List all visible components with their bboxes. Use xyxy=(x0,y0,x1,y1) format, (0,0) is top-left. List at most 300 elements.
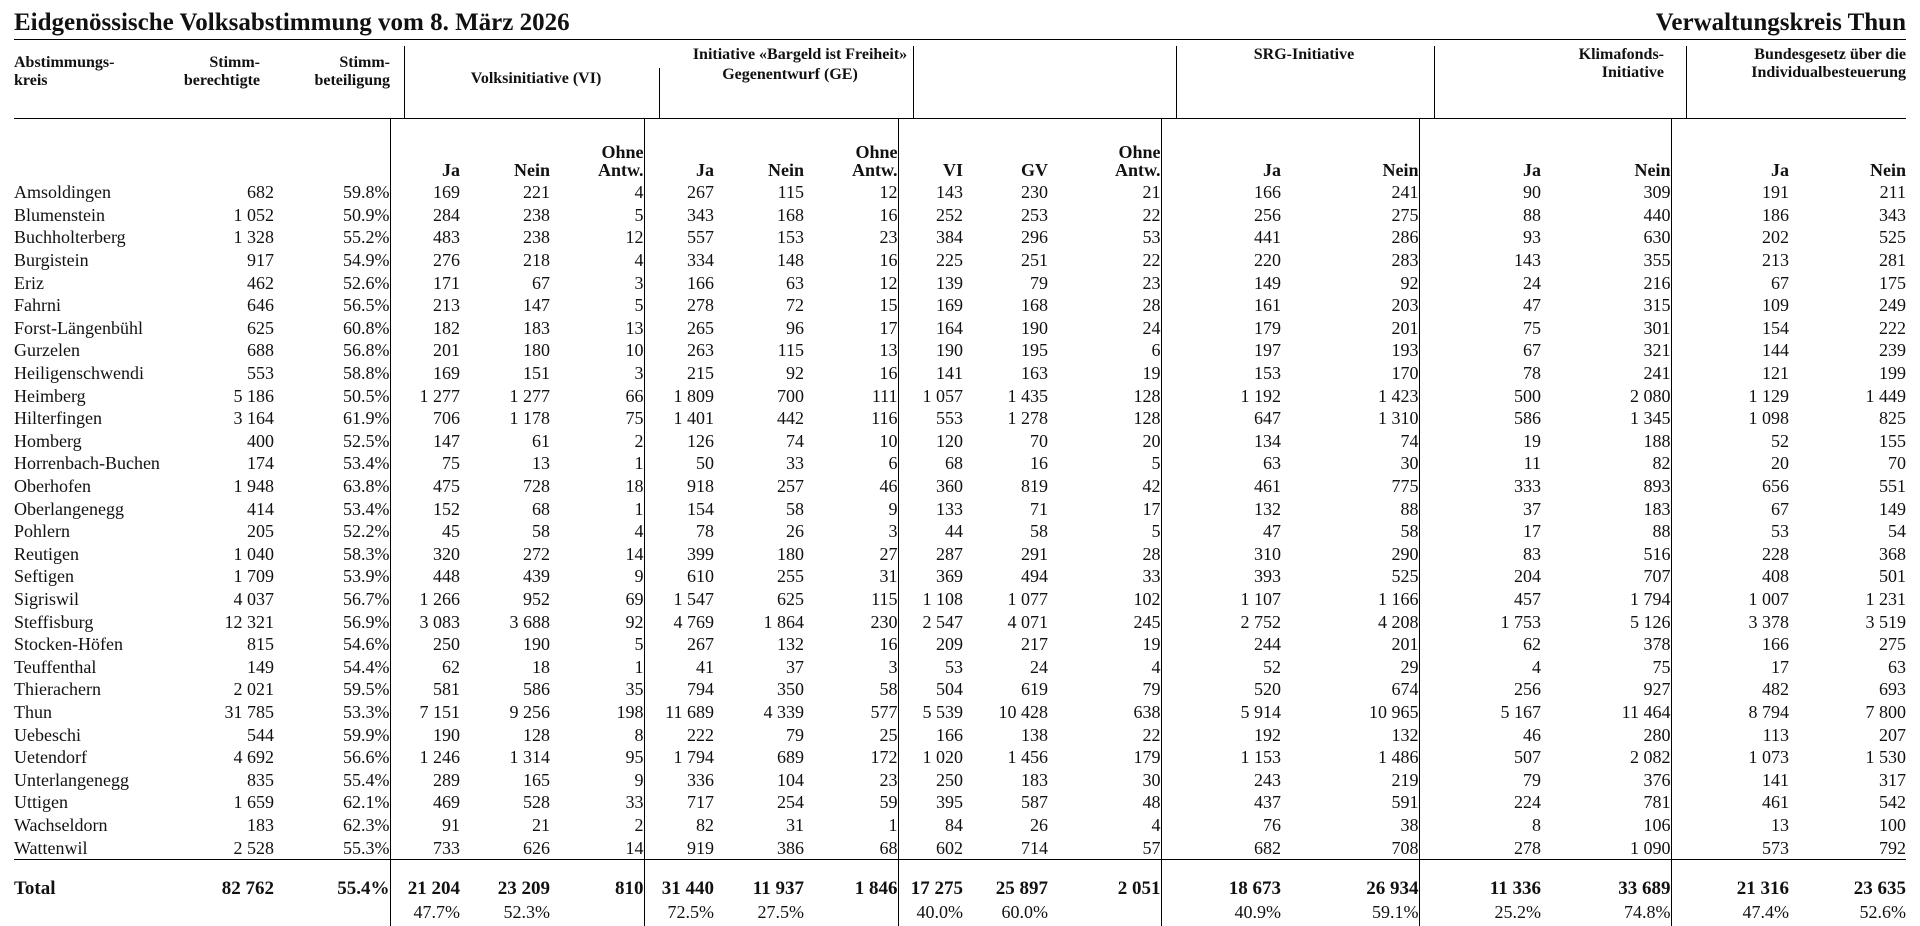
table-cell: 625 xyxy=(777,588,804,609)
header-bund: Bundesgesetz über die Individualbesteuerung xyxy=(1751,46,1906,81)
table-cell: 1 530 xyxy=(1865,747,1906,768)
table-cell: 11 336 xyxy=(1419,859,1541,902)
table-row xyxy=(14,475,1906,498)
table-cell: 321 xyxy=(1541,339,1671,362)
table-cell: 4 xyxy=(1048,655,1161,678)
table-cell: 5 xyxy=(1048,452,1161,475)
table-cell: 2 752 xyxy=(1240,611,1281,632)
table-cell: 26 xyxy=(1030,814,1048,835)
cell-kreis: Oberlangenegg xyxy=(14,498,124,519)
table-cell: 577 xyxy=(804,701,898,724)
cell-kreis: Wachseldorn xyxy=(14,814,108,835)
table-cell: 133 xyxy=(936,498,963,519)
table-cell: 1 xyxy=(550,452,644,475)
table-cell: 1 xyxy=(550,497,644,520)
header-divider xyxy=(404,46,405,118)
table-row xyxy=(14,430,1906,453)
table-cell: 188 xyxy=(1541,430,1671,453)
table-cell: 13 xyxy=(532,453,550,474)
table-cell: 919 xyxy=(687,837,714,858)
table-cell: 3 xyxy=(550,271,644,294)
cell-kreis: Reutigen xyxy=(14,543,79,564)
table-cell: 203 xyxy=(1281,294,1419,317)
table-cell: 58.3% xyxy=(274,543,390,566)
table-cell: 819 xyxy=(1021,476,1048,497)
table-cell: 674 xyxy=(1281,678,1419,701)
cell-kreis: Fahrni xyxy=(14,295,61,316)
table-cell: 3 xyxy=(804,520,898,543)
table-cell: 106 xyxy=(1541,814,1671,837)
table-cell: 775 xyxy=(1281,475,1419,498)
table-cell: 5 186 xyxy=(233,385,274,406)
table-cell: 440 xyxy=(1541,204,1671,227)
table-cell: 75 xyxy=(1541,655,1671,678)
table-cell: 1 xyxy=(550,655,644,678)
table-row xyxy=(14,407,1906,430)
cell-kreis: Gurzelen xyxy=(14,340,80,361)
table-cell: 4 037 xyxy=(233,588,274,609)
table-cell: 149 xyxy=(1254,272,1281,293)
table-cell: 792 xyxy=(1879,837,1906,858)
table-cell: 191 xyxy=(1762,182,1789,203)
table-cell: 31 440 xyxy=(644,859,714,902)
table-cell: 2 082 xyxy=(1541,746,1671,769)
table-cell: 9 xyxy=(804,497,898,520)
table-cell: 1 314 xyxy=(509,747,550,768)
table-cell: 317 xyxy=(1879,769,1906,790)
table-cell: 230 xyxy=(1021,182,1048,203)
table-row xyxy=(14,339,1906,362)
table-cell: 55.3% xyxy=(274,836,390,859)
table-cell: 59.9% xyxy=(274,723,390,746)
table-row xyxy=(14,362,1906,385)
table-cell: 3 688 xyxy=(509,611,550,632)
table-cell: 399 xyxy=(687,543,714,564)
table-cell: 154 xyxy=(1762,317,1789,338)
table-cell: 238 xyxy=(523,204,550,225)
table-cell: 62 xyxy=(1523,634,1541,655)
table-cell: 52.6% xyxy=(274,271,390,294)
table-cell: 50.5% xyxy=(274,384,390,407)
table-cell: 286 xyxy=(1281,226,1419,249)
table-cell: 23 209 xyxy=(460,859,550,902)
table-cell: 12 321 xyxy=(224,611,274,632)
table-cell: 180 xyxy=(523,340,550,361)
table-cell: 144 xyxy=(1762,340,1789,361)
table-cell: 111 xyxy=(804,384,898,407)
table-cell: 1 846 xyxy=(804,859,898,902)
table-cell: 257 xyxy=(777,476,804,497)
table-cell: 11 xyxy=(1523,453,1541,474)
table-cell: 31 xyxy=(804,565,898,588)
table-cell: 74 xyxy=(786,430,804,451)
table-cell: 2 021 xyxy=(233,679,274,700)
table-cell: 284 xyxy=(433,204,460,225)
table-cell: 557 xyxy=(687,227,714,248)
table-cell: 63 xyxy=(786,272,804,293)
results-table xyxy=(14,119,1906,926)
table-cell: 1 153 xyxy=(1240,747,1281,768)
table-cell: 22 xyxy=(1048,249,1161,272)
table-cell: 209 xyxy=(936,634,963,655)
subheader-nein: Nein xyxy=(768,160,804,180)
table-cell: 1 864 xyxy=(763,611,804,632)
table-cell: 224 xyxy=(1514,792,1541,813)
header-divider xyxy=(659,68,660,118)
table-cell: 256 xyxy=(1514,679,1541,700)
table-cell: 9 xyxy=(550,768,644,791)
table-cell: 198 xyxy=(550,701,644,724)
table-cell: 92 xyxy=(1281,271,1419,294)
table-cell: 3 083 xyxy=(419,611,460,632)
table-cell: 67 xyxy=(1771,272,1789,293)
table-cell: 369 xyxy=(936,566,963,587)
table-cell: 1 129 xyxy=(1748,385,1789,406)
table-cell: 408 xyxy=(1762,566,1789,587)
table-cell: 68 xyxy=(532,498,550,519)
table-cell: 153 xyxy=(1254,363,1281,384)
table-cell: 1 659 xyxy=(233,792,274,813)
table-cell: 689 xyxy=(777,747,804,768)
table-cell: 17 xyxy=(1523,521,1541,542)
table-cell: 84 xyxy=(945,814,963,835)
table-cell: 682 xyxy=(247,182,274,203)
table-cell: 3 xyxy=(804,655,898,678)
table-cell: 1 231 xyxy=(1865,588,1906,609)
table-cell: 154 xyxy=(687,498,714,519)
table-cell: 1 486 xyxy=(1281,746,1419,769)
table-cell: 46 xyxy=(1523,724,1541,745)
table-cell: 22 xyxy=(1048,204,1161,227)
table-cell: 414 xyxy=(247,498,274,519)
subheader-gv: GV xyxy=(1021,160,1048,180)
table-cell: 656 xyxy=(1762,476,1789,497)
table-cell: 47 xyxy=(1263,521,1281,542)
table-cell xyxy=(550,902,644,926)
table-cell: 17 xyxy=(1048,497,1161,520)
table-cell: 218 xyxy=(523,250,550,271)
table-cell: 58 xyxy=(1030,521,1048,542)
table-cell: 141 xyxy=(1762,769,1789,790)
table-row xyxy=(14,565,1906,588)
table-cell: 15 xyxy=(804,294,898,317)
table-cell: 647 xyxy=(1254,408,1281,429)
table-cell: 102 xyxy=(1048,588,1161,611)
cell-kreis: Forst-Längenbühl xyxy=(14,317,143,338)
table-cell: 204 xyxy=(1514,566,1541,587)
table-cell: 19 xyxy=(1048,362,1161,385)
cell-kreis: Blumenstein xyxy=(14,204,105,225)
table-cell: 47 xyxy=(1523,295,1541,316)
table-cell: 61.9% xyxy=(274,407,390,430)
column-subheaders xyxy=(14,119,1906,181)
cell-kreis: Pohlern xyxy=(14,521,70,542)
table-cell: 825 xyxy=(1879,408,1906,429)
table-row xyxy=(14,294,1906,317)
table-row xyxy=(14,633,1906,656)
table-cell: 58.8% xyxy=(274,362,390,385)
table-cell: 82 xyxy=(696,814,714,835)
table-cell: 33 xyxy=(1048,565,1161,588)
table-cell: 927 xyxy=(1541,678,1671,701)
table-cell: 815 xyxy=(247,634,274,655)
table-cell: 155 xyxy=(1879,430,1906,451)
table-cell: 58 xyxy=(1281,520,1419,543)
cell-kreis: Seftigen xyxy=(14,566,74,587)
table-cell: 7 800 xyxy=(1865,701,1906,722)
cell-kreis: Heimberg xyxy=(14,385,86,406)
table-cell: 5 167 xyxy=(1500,701,1541,722)
table-cell: 619 xyxy=(1021,679,1048,700)
table-cell: 190 xyxy=(433,724,460,745)
cell-kreis: Wattenwil xyxy=(14,837,88,858)
table-cell: 166 xyxy=(936,724,963,745)
table-row xyxy=(14,204,1906,227)
table-cell: 5 xyxy=(1048,520,1161,543)
table-cell: 67 xyxy=(1771,498,1789,519)
table-cell: 83 xyxy=(1523,543,1541,564)
table-cell: 53.4% xyxy=(274,497,390,520)
table-cell: 139 xyxy=(936,272,963,293)
table-cell: 610 xyxy=(687,566,714,587)
subheader-nein: Nein xyxy=(514,160,550,180)
table-cell: 638 xyxy=(1048,701,1161,724)
table-cell: 4 692 xyxy=(233,747,274,768)
table-cell xyxy=(1048,902,1161,926)
table-cell: 19 xyxy=(1048,633,1161,656)
table-cell: 166 xyxy=(687,272,714,293)
cell-kreis: Heiligenschwendi xyxy=(14,363,144,384)
table-cell: 893 xyxy=(1541,475,1671,498)
table-cell: 1 057 xyxy=(922,385,963,406)
table-cell: 461 xyxy=(1762,792,1789,813)
table-cell: 62.1% xyxy=(274,791,390,814)
table-cell: 544 xyxy=(247,724,274,745)
table-cell: 138 xyxy=(1021,724,1048,745)
table-row xyxy=(14,610,1906,633)
table-cell: 336 xyxy=(687,769,714,790)
table-cell: 52.5% xyxy=(274,430,390,453)
table-cell: 24 xyxy=(1048,317,1161,340)
table-cell: 241 xyxy=(1281,181,1419,204)
table-cell: 53 xyxy=(1771,521,1789,542)
table-cell: 1 435 xyxy=(1007,385,1048,406)
table-cell: 91 xyxy=(442,814,460,835)
table-cell: 11 689 xyxy=(665,701,714,722)
table-cell: 31 xyxy=(786,814,804,835)
table-cell: 11 937 xyxy=(714,859,804,902)
table-cell: 393 xyxy=(1254,566,1281,587)
table-cell: 13 xyxy=(550,317,644,340)
table-cell: 28 xyxy=(1048,294,1161,317)
table-cell: 25 897 xyxy=(963,859,1048,902)
table-cell: 525 xyxy=(1879,227,1906,248)
table-cell: 37 xyxy=(1523,498,1541,519)
table-cell: 215 xyxy=(687,363,714,384)
table-cell: 201 xyxy=(1281,633,1419,656)
table-cell: 3 519 xyxy=(1865,611,1906,632)
cell-kreis: Horrenbach-Buchen xyxy=(14,453,160,474)
table-cell: 23 635 xyxy=(1789,859,1906,902)
table-cell: 201 xyxy=(433,340,460,361)
table-cell: 44 xyxy=(945,521,963,542)
table-cell: 82 xyxy=(1541,452,1671,475)
table-cell: 1 423 xyxy=(1281,384,1419,407)
table-cell: 46 xyxy=(804,475,898,498)
table-cell: 180 xyxy=(777,543,804,564)
table-cell: 96 xyxy=(786,317,804,338)
table-cell: 63 xyxy=(1888,656,1906,677)
table-cell: 1 266 xyxy=(419,588,460,609)
cell-kreis: Uttigen xyxy=(14,792,68,813)
table-cell: 581 xyxy=(433,679,460,700)
table-cell: 70 xyxy=(1888,453,1906,474)
table-cell: 30 xyxy=(1281,452,1419,475)
table-cell: 47.7% xyxy=(413,901,460,922)
table-cell: 553 xyxy=(936,408,963,429)
table-cell: 95 xyxy=(550,746,644,769)
table-cell: 291 xyxy=(1021,543,1048,564)
table-cell: 26 934 xyxy=(1281,859,1419,902)
table-cell: 53 xyxy=(1048,226,1161,249)
table-cell: 13 xyxy=(804,339,898,362)
table-cell: 2 528 xyxy=(233,837,274,858)
table-cell: 1 108 xyxy=(922,588,963,609)
table-cell: 74 xyxy=(1281,430,1419,453)
table-cell: 794 xyxy=(687,679,714,700)
table-row xyxy=(14,249,1906,272)
table-cell: 68 xyxy=(945,453,963,474)
table-cell: 384 xyxy=(936,227,963,248)
table-cell: 573 xyxy=(1762,837,1789,858)
table-cell: 41 xyxy=(696,656,714,677)
subheader-ohne: Ohne Antw. xyxy=(1048,119,1161,181)
table-row xyxy=(14,520,1906,543)
table-cell: 54.4% xyxy=(274,655,390,678)
table-cell: 360 xyxy=(936,476,963,497)
table-cell: 93 xyxy=(1523,227,1541,248)
table-cell: 59.5% xyxy=(274,678,390,701)
table-cell: 25.2% xyxy=(1494,901,1541,922)
table-cell: 688 xyxy=(247,340,274,361)
table-cell: 9 xyxy=(550,565,644,588)
table-cell: 437 xyxy=(1254,792,1281,813)
table-cell: 147 xyxy=(523,295,550,316)
table-cell: 1 098 xyxy=(1748,408,1789,429)
table-cell: 2 xyxy=(550,814,644,837)
table-cell: 1 178 xyxy=(509,408,550,429)
table-cell: 50 xyxy=(696,453,714,474)
table-cell: 134 xyxy=(1254,430,1281,451)
table-cell: 52.2% xyxy=(274,520,390,543)
table-cell: 1 020 xyxy=(922,747,963,768)
table-cell: 79 xyxy=(1523,769,1541,790)
table-cell: 1 246 xyxy=(419,747,460,768)
table-cell: 128 xyxy=(1048,407,1161,430)
table-cell: 192 xyxy=(1254,724,1281,745)
table-cell: 216 xyxy=(1541,271,1671,294)
table-cell: 267 xyxy=(687,634,714,655)
table-cell: 4 xyxy=(1532,656,1541,677)
table-cell: 525 xyxy=(1281,565,1419,588)
table-cell: 1 401 xyxy=(673,408,714,429)
table-cell: 78 xyxy=(696,521,714,542)
table-cell: 213 xyxy=(433,295,460,316)
cell-kreis: Amsoldingen xyxy=(14,182,111,203)
table-cell: 528 xyxy=(523,792,550,813)
table-cell: 147 xyxy=(433,430,460,451)
table-cell: 58 xyxy=(532,521,550,542)
table-cell: 310 xyxy=(1254,543,1281,564)
table-cell: 1 073 xyxy=(1748,747,1789,768)
header-divider xyxy=(1434,46,1435,118)
table-cell: 8 794 xyxy=(1748,701,1789,722)
table-cell: 37 xyxy=(786,656,804,677)
table-cell: 6 xyxy=(1048,339,1161,362)
table-cell: 56.8% xyxy=(274,339,390,362)
table-row xyxy=(14,836,1906,859)
header-divider xyxy=(1686,46,1687,118)
subheader-nein: Nein xyxy=(1281,119,1419,181)
table-cell: 18 673 xyxy=(1161,859,1281,902)
table-cell: 75 xyxy=(550,407,644,430)
table-cell: 376 xyxy=(1541,768,1671,791)
table-cell: 441 xyxy=(1254,227,1281,248)
table-cell: 195 xyxy=(1021,340,1048,361)
table-cell: 74.8% xyxy=(1541,902,1671,926)
table-cell: 60.8% xyxy=(274,317,390,340)
table-cell: 5 xyxy=(550,204,644,227)
table-cell: 132 xyxy=(1254,498,1281,519)
table-cell: 368 xyxy=(1879,543,1906,564)
table-cell: 168 xyxy=(1021,295,1048,316)
table-cell: 72.5% xyxy=(667,901,714,922)
table-cell: 182 xyxy=(433,317,460,338)
table-cell: 179 xyxy=(1254,317,1281,338)
table-cell: 165 xyxy=(523,769,550,790)
table-cell: 52.3% xyxy=(503,901,550,922)
table-cell: 152 xyxy=(433,498,460,519)
table-cell: 33 xyxy=(550,791,644,814)
cell-kreis: Eriz xyxy=(14,272,44,293)
table-cell: 63.8% xyxy=(274,475,390,498)
table-cell: 276 xyxy=(433,250,460,271)
table-cell: 14 xyxy=(550,543,644,566)
table-cell: 2 051 xyxy=(1048,859,1161,902)
table-cell: 115 xyxy=(777,340,804,361)
cell-kreis: Homberg xyxy=(14,430,82,451)
table-cell: 60.0% xyxy=(1001,901,1048,922)
table-cell: 483 xyxy=(433,227,460,248)
table-cell: 163 xyxy=(1021,363,1048,384)
table-cell: 22 xyxy=(1048,723,1161,746)
table-cell: 10 965 xyxy=(1281,701,1419,724)
subheader-nein: Nein xyxy=(1541,119,1671,181)
table-cell: 494 xyxy=(1021,566,1048,587)
table-cell: 10 xyxy=(550,339,644,362)
header-beteiligung: Stimm- beteiligung xyxy=(314,54,390,89)
cell-kreis: Total xyxy=(14,859,194,902)
table-cell: 275 xyxy=(1281,204,1419,227)
table-cell: 183 xyxy=(1541,497,1671,520)
table-cell: 27 xyxy=(804,543,898,566)
table-cell: 42 xyxy=(1048,475,1161,498)
table-cell: 250 xyxy=(433,634,460,655)
table-cell: 918 xyxy=(687,476,714,497)
table-cell: 243 xyxy=(1254,769,1281,790)
subheader-nein: Nein xyxy=(1870,160,1906,180)
table-cell: 301 xyxy=(1541,317,1671,340)
